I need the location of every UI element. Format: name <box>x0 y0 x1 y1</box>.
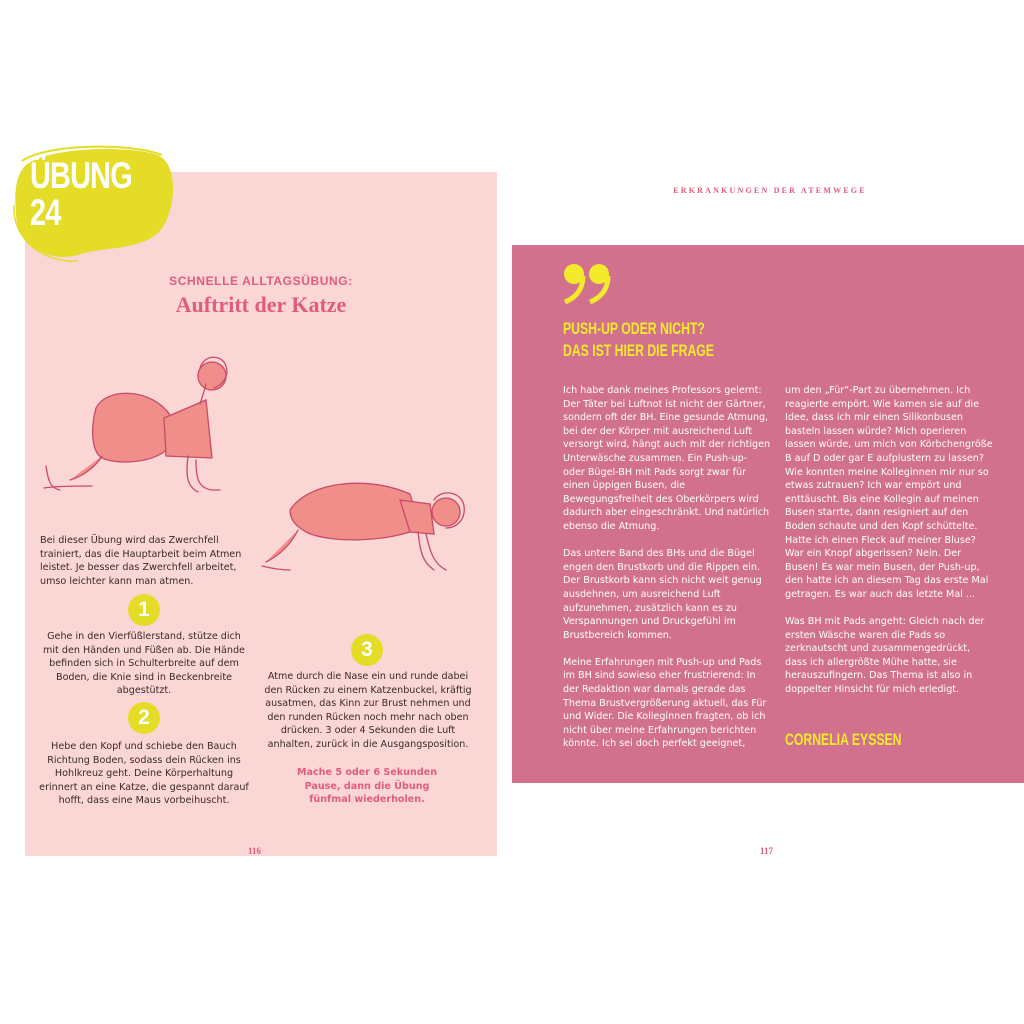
exercise-kicker: SCHNELLE ALLTAGSÜBUNG: <box>169 274 353 288</box>
heading-line-2: DAS IST HIER DIE FRAGE <box>563 341 714 360</box>
testimonial-heading <box>563 318 714 362</box>
repeat-instruction: Mache 5 oder 6 Sekunden Pause, dann die Übung fünfmal wiederholen. <box>296 767 438 806</box>
page-number-right: 117 <box>760 846 774 856</box>
intro-text: Bei dieser Übung wird das Zwerchfell trainiert, das die Hauptarbeit beim Atmen leistet. Je besser das Zwerchfell arbeitet, umso leichter kann man atmen. <box>40 535 242 587</box>
exercise-badge <box>8 145 168 260</box>
step-2-text: Hebe den Kopf und schiebe den Bauch Richtung Boden, sodass dein Rücken ins Hohlkreuz geht. Deine Körperhaltung erinnert an eine Katze, die gespannt darauf hofft, dass eine Maus vorbeihuscht. <box>39 741 249 807</box>
page-number-left: 116 <box>248 846 262 856</box>
step-3-number: 3 <box>351 634 383 666</box>
heading-line-1: PUSH-UP ODER NICHT? <box>563 319 705 338</box>
paragraph: Ich habe dank meines Professors gelernt: Der Täter bei Luftnot ist nicht der Gärtner, sondern oft der BH. Eine gesunde Atmung, bei der der Körper mit ausreichend Luft versorgt wird, hängt auch mit der richtigen Unterwäsche zusammen. Ein Push-up- oder Bügel-BH mit Pads sorgt zwar für einen üppigen Busen, die Bewegungsfreiheit des Oberkörpers wird dadurch aber eingeschränkt. Und natürlich ebenso die Atmung. <box>563 385 771 532</box>
quote-mark-icon <box>563 262 613 304</box>
cat-pose-round-illustration <box>250 470 475 585</box>
exercise-number: ÜBUNG 24 <box>30 155 132 233</box>
paragraph: Meine Erfahrungen mit Push-up und Pads im BH sind sowieso eher frustrierend: In der Redaktion war damals gerade das Thema Brustvergrößerung aktuell, das Für und Wider. Die Kolleginnen fragten, ob ich nicht über meine Erfahrungen berichten könnte. Ich sei doch perfekt geeignet, <box>563 656 767 750</box>
cat-pose-hollow-illustration <box>36 348 236 498</box>
step-1-text: Gehe in den Vierfüßlerstand, stütze dich mit den Händen und Füßen ab. Die Hände befinden sich in Schulterbreite auf dem Boden, die Knie sind in Beckenbreite abgestützt. <box>43 631 245 697</box>
running-head: ERKRANKUNGEN DER ATEMWEGE <box>673 186 867 195</box>
exercise-title: Auftritt der Katze <box>175 292 347 317</box>
paragraph: Was BH mit Pads angeht: Gleich nach der ersten Wäsche waren die Pads so zerknautscht und zusammengedrückt, dass ich allergrößte Mühe hatte, sie herauszufingern. Das Thema ist also in doppelter Hinsicht für mich erledigt. <box>785 616 985 696</box>
step-3-text: Atme durch die Nase ein und runde dabei den Rücken zu einem Katzenbuckel, kräftig ausatmen, das Kinn zur Brust nehmen und den runden Rücken noch mehr nach oben drücken. 3 oder 4 Sekunden die Luft anhalten, zurück in die Ausgangsposition. <box>264 671 472 750</box>
step-1-number: 1 <box>128 594 160 626</box>
testimonial-column-2 <box>785 384 993 710</box>
paragraph: Das untere Band des BHs und die Bügel engen den Brustkorb und die Rippen ein. Der Brustkorb kann sich nicht weit genug ausdehnen, um ausreichend Luft aufzunehmen, zusätzlich kann es zu Verspannungen und Druckgefühl im Brustbereich kommen. <box>563 548 762 641</box>
author-name: CORNELIA EYSSEN <box>785 730 902 749</box>
testimonial-column-1 <box>563 384 771 765</box>
step-2-number: 2 <box>128 702 160 734</box>
paragraph: um den „Für“-Part zu übernehmen. Ich reagierte empört. Wie kamen sie auf die Idee, dass ich mir einen Silikonbusen basteln lassen würde? Mich operieren lassen würde, um mich von Körbchengröße B auf D oder gar E aufplustern zu lassen? Wie konnten meine Kolleginnen mir nur so etwas zutrauen? Ich war empört und enttäuscht. Bis eine Kollegin auf meinen Busen starrte, dann resigniert auf den Boden schaute und den Kopf schüttelte. Hatte ich einen Fleck auf meiner Bluse? War ein Knopf abgerissen? Nein. Der Busen! Es war mein Busen, der Push-up, den hatte ich an diesem Tag das erste Mal getragen. Es war auch das letzte Mal ... <box>785 385 993 600</box>
